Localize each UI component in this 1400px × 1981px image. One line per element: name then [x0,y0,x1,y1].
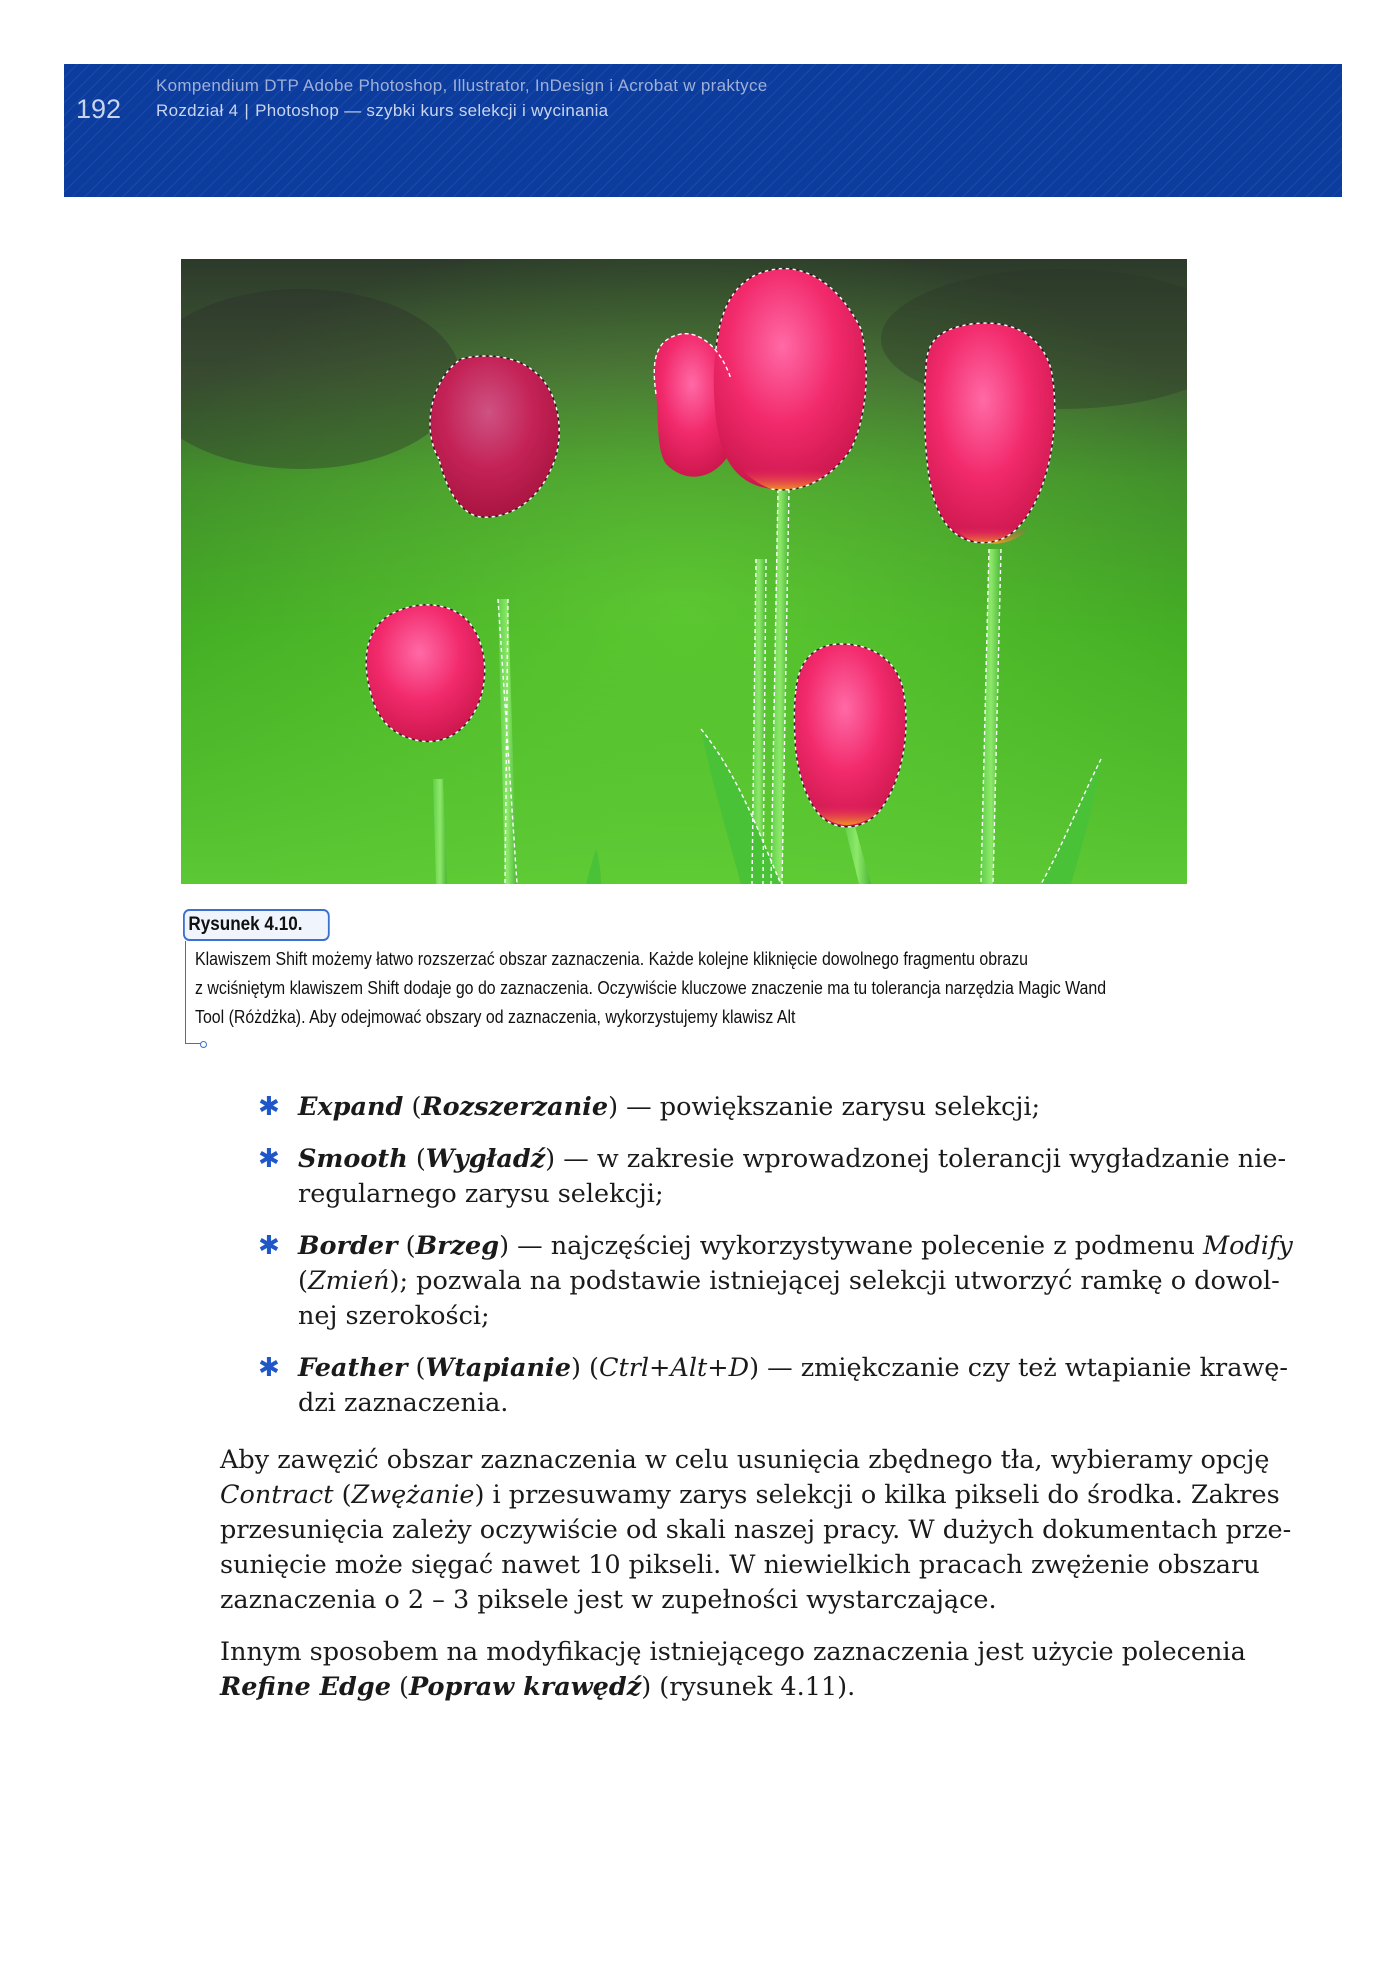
bullet-item-smooth: ✱ Smooth (Wygładź) — w zakresie wprowadzonej tolerancji wygładzanie nie- regularnego zarysu selekcji; [298,1142,1178,1212]
bullet-marker: ✱ [258,1092,280,1122]
menu-name: Modify [1203,1231,1293,1261]
caption-dot [200,1041,207,1048]
tulip-figure [181,259,1187,884]
term-pl: Wygładź [425,1144,546,1174]
figure-caption-label: Rysunek 4.10. [183,909,330,941]
text-line: Aby zawęzić obszar zaznaczenia w celu usunięcia zbędnego tła, wybieramy opcję [220,1445,1270,1475]
option-name-pl: Zwężanie [351,1480,475,1510]
paragraph-contract: Aby zawęzić obszar zaznaczenia w celu usunięcia zbędnego tła, wybieramy opcję Contract (Zwężanie) i przesuwamy zarys selekcji o kilka pikseli do środka. Zakres przesunięcia zależy oczywiście od skali naszej pracy. W dużych dokumentach prze- sunięcie może sięgać nawet 10 pikseli. W niewielkich pracach zwężenie obszaru zaznaczenia o 2 – 3 piksele jest w zupełności wystarczające. [220,1443,1180,1618]
book-title: Kompendium DTP Adobe Photoshop, Illustrator, InDesign i Acrobat w praktyce [156,76,768,95]
text-line: ) (rysunek 4.11). [641,1672,856,1702]
caption-hook [185,1043,201,1044]
term: Expand [298,1092,404,1122]
term-pl: Rozszerzanie [421,1092,609,1122]
text-line: ) i przesuwamy zarys selekcji o kilka pikseli do środka. Zakres [474,1480,1280,1510]
menu-name-pl: Zmień [307,1266,390,1296]
bullet-marker: ✱ [258,1353,280,1383]
description-cont: nej szerokości; [298,1301,490,1331]
caption-line: Tool (Różdżka). Aby odejmować obszary od zaznaczenia, wykorzystujemy klawisz Alt [195,1006,796,1027]
caption-line: Klawiszem Shift możemy łatwo rozszerzać obszar zaznaczenia. Każde kolejne kliknięcie dowolnego fragmentu obrazu [195,948,1029,969]
option-name: Contract [220,1480,334,1510]
description: — powiększanie zarysu selekcji; [618,1092,1041,1122]
term: Smooth [298,1144,408,1174]
figure-caption [195,944,1195,1031]
shortcut: Ctrl+Alt+D [598,1353,750,1383]
chapter-title: Photoshop — szybki kurs selekcji i wycinania [255,101,609,120]
command-name: Refine Edge [220,1672,391,1702]
bullet-marker: ✱ [258,1231,280,1261]
description: — najczęściej wykorzystywane polecenie z podmenu [509,1231,1204,1261]
term: Feather [298,1353,408,1383]
text-line: zaznaczenia o 2 – 3 piksele jest w zupełności wystarczające. [220,1585,997,1615]
chapter-line [156,101,608,121]
tulip-photo [181,259,1187,884]
caption-rule [185,941,186,1043]
bullet-item-border: ✱ Border (Brzeg) — najczęściej wykorzystywane polecenie z podmenu Modify (Zmień); pozwala na podstawie istniejącej selekcji utworzyć ramkę o dowol- nej szerokości; [298,1229,1178,1334]
bullet-item-feather: ✱ Feather (Wtapianie) (Ctrl+Alt+D) — zmiękczanie czy też wtapianie krawę- dzi zaznaczenia. [298,1351,1178,1421]
caption-line: z wciśniętym klawiszem Shift dodaje go do zaznaczenia. Oczywiście kluczowe znaczenie ma tu tolerancja narzędzia Magic Wand [195,977,1107,998]
description-cont: regularnego zarysu selekcji; [298,1179,664,1209]
text-line: sunięcie może sięgać nawet 10 pikseli. W niewielkich pracach zwężenie obszaru [220,1550,1260,1580]
page-number: 192 [76,94,122,124]
term: Border [298,1231,398,1261]
term-pl: Brzeg [415,1231,500,1261]
description: ) — zmiękczanie czy też wtapianie krawę- [749,1353,1288,1383]
description: — w zakresie wprowadzonej tolerancji wygładzanie nie- [555,1144,1287,1174]
header-separator: | [244,101,250,120]
term-pl: Wtapianie [425,1353,571,1383]
bullet-marker: ✱ [258,1144,280,1174]
description-cont: dzi zaznaczenia. [298,1388,509,1418]
paragraph-refine-edge: Innym sposobem na modyfikację istniejącego zaznaczenia jest użycie polecenia Refine Edge (Popraw krawędź) (rysunek 4.11). [220,1637,1246,1702]
command-name-pl: Popraw krawędź [408,1672,642,1702]
chapter-label: Rozdział 4 [156,101,239,120]
text-line: przesunięcia zależy oczywiście od skali naszej pracy. W dużych dokumentach prze- [220,1515,1292,1545]
description-cont: ); pozwala na podstawie istniejącej selekcji utworzyć ramkę o dowol- [389,1266,1280,1296]
bullet-item-expand: ✱ Expand (Rozszerzanie) — powiększanie zarysu selekcji; [298,1090,1178,1125]
text-line: Innym sposobem na modyfikację istniejącego zaznaczenia jest użycie polecenia [220,1637,1246,1667]
